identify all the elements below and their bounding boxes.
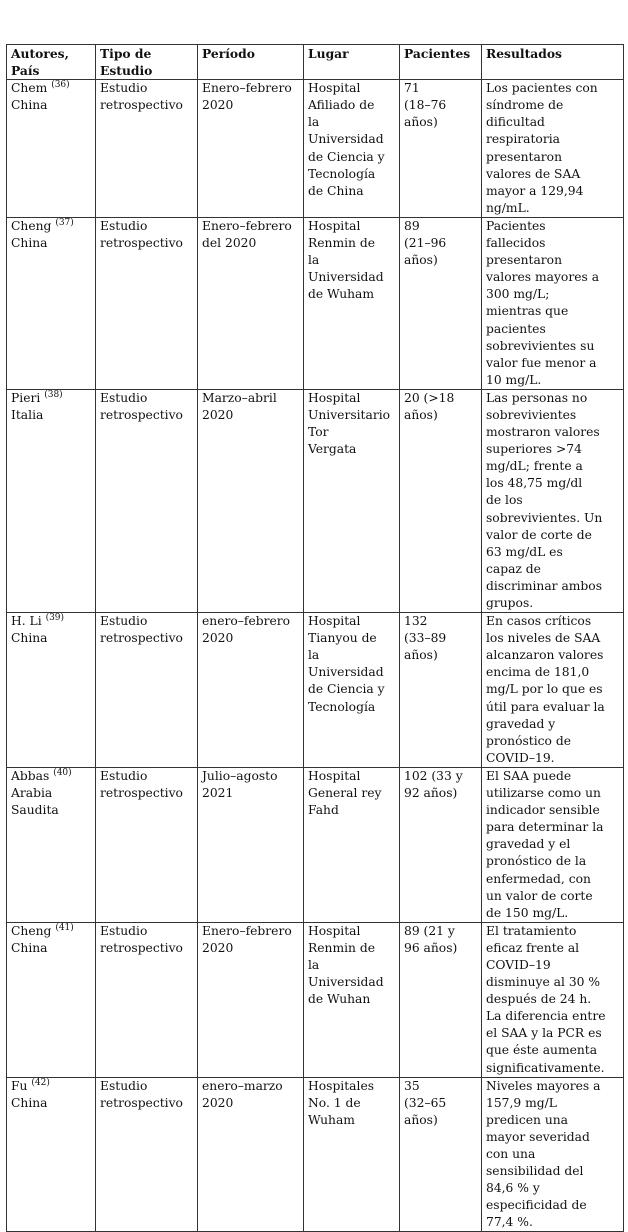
results-line: mayor a 129,94	[486, 183, 584, 198]
place-line: Universidad	[308, 665, 384, 680]
results-cell	[482, 389, 624, 612]
results-line: valor fue menor a	[486, 355, 597, 370]
table-row	[7, 80, 624, 218]
place-line: Renmin de	[308, 940, 376, 955]
study-type-cell	[96, 613, 198, 768]
study-type-line: Estudio	[100, 218, 148, 233]
author-cell	[7, 767, 96, 922]
author-name: Abbas $^{(40)}$	[11, 767, 72, 783]
results-line: capaz de	[486, 561, 541, 576]
results-line: mg/dL; frente a	[486, 459, 583, 474]
place-line: Hospital	[308, 390, 361, 405]
author-country: China	[11, 940, 48, 955]
author-name: Fu $^{(42)}$	[11, 1077, 50, 1093]
author-country: China	[11, 236, 48, 251]
results-line: sobrevivientes su	[486, 338, 595, 353]
results-line: significativamente.	[486, 1060, 605, 1075]
period-cell	[198, 217, 304, 389]
patients-line: 71	[404, 81, 420, 96]
results-line: COVID–19.	[486, 750, 555, 765]
author-cell	[7, 613, 96, 768]
results-line: 300 mg/L;	[486, 287, 550, 302]
place-line: Wuham	[308, 1112, 355, 1127]
patients-line: años)	[404, 648, 438, 663]
place-line: Universidad	[308, 975, 384, 990]
author-country: China	[11, 631, 48, 646]
header-authors-country	[7, 45, 96, 80]
patients-line: 96 años)	[404, 940, 458, 955]
results-line: El tratamiento	[486, 923, 577, 938]
place-cell	[304, 1077, 400, 1232]
table-row	[7, 217, 624, 389]
results-line: mayor severidad	[486, 1129, 590, 1144]
place-line: la	[308, 253, 320, 268]
table-row	[7, 922, 624, 1077]
patients-line: 20 (>18	[404, 390, 455, 405]
patients-line: años)	[404, 253, 438, 268]
patients-cell	[400, 389, 482, 612]
patients-line: 102 (33 y	[404, 768, 463, 783]
author-country: Arabia Saudita	[11, 786, 59, 818]
results-line: especificidad de	[486, 1198, 587, 1213]
reference-number: (41)	[55, 922, 74, 933]
results-line: respiratoria	[486, 132, 560, 147]
header-authors: Autores,	[11, 46, 69, 61]
place-line: Hospital	[308, 923, 361, 938]
study-type-line: Estudio	[100, 768, 148, 783]
study-type-line: retrospectivo	[100, 407, 183, 422]
place-line: Afiliado de	[308, 98, 375, 113]
place-line: Hospitales	[308, 1078, 375, 1093]
period-line: Julio–agosto	[202, 768, 278, 783]
author-name: Cheng $^{(37)}$	[11, 217, 74, 233]
period-cell	[198, 613, 304, 768]
results-line: 10 mg/L.	[486, 372, 542, 387]
header-study-type: Tipo de Estudio	[96, 45, 198, 80]
place-line: la	[308, 115, 320, 130]
results-line: útil para evaluar la	[486, 699, 605, 714]
results-line: valores de SAA	[486, 166, 581, 181]
place-line: Hospital	[308, 81, 361, 96]
results-line: sensibilidad del	[486, 1164, 584, 1179]
patients-line: años)	[404, 1112, 438, 1127]
results-line: disminuye al 30 %	[486, 975, 601, 990]
results-line: sobrevivientes. Un	[486, 510, 603, 525]
patients-line: 89	[404, 218, 420, 233]
patients-line: (18–76	[404, 98, 447, 113]
patients-line: 89 (21 y	[404, 923, 455, 938]
results-cell	[482, 767, 624, 922]
period-line: Enero–febrero	[202, 923, 292, 938]
place-line: Tecnología	[308, 699, 376, 714]
results-line: La diferencia entre	[486, 1009, 606, 1024]
patients-cell	[400, 217, 482, 389]
results-line: con una	[486, 1147, 536, 1161]
study-type-line: Estudio	[100, 1078, 148, 1093]
place-line: Hospital	[308, 614, 361, 629]
results-line: Niveles mayores a	[486, 1078, 601, 1093]
period-line: enero–marzo	[202, 1078, 283, 1093]
study-type-cell	[96, 922, 198, 1077]
results-line: los 48,75 mg/dl	[486, 476, 583, 491]
place-line: de Ciencia y	[308, 682, 385, 697]
place-line: de China	[308, 183, 364, 198]
reference-number: (36)	[51, 80, 70, 91]
study-type-line: retrospectivo	[100, 940, 183, 955]
period-line: Marzo–abril	[202, 390, 277, 405]
results-line: predicen una	[486, 1112, 568, 1127]
results-line: eficaz frente al	[486, 940, 580, 955]
results-line: de 150 mg/L.	[486, 905, 569, 920]
place-cell	[304, 613, 400, 768]
results-line: Pacientes	[486, 218, 546, 233]
study-type-line: retrospectivo	[100, 631, 183, 646]
period-line: 2020	[202, 940, 234, 955]
place-line: General rey	[308, 786, 382, 801]
results-line: 77,4 %.	[486, 1215, 533, 1230]
place-line: Renmin de	[308, 236, 376, 251]
header-place: Lugar	[304, 45, 400, 80]
place-cell	[304, 922, 400, 1077]
table-row	[7, 389, 624, 612]
patients-line: 132	[404, 614, 428, 629]
patients-line: años)	[404, 407, 438, 422]
results-line: 157,9 mg/L	[486, 1095, 557, 1110]
patients-cell	[400, 767, 482, 922]
place-line: Universidad	[308, 132, 384, 147]
header-period: Período	[198, 45, 304, 80]
results-line: valores mayores a	[486, 270, 600, 285]
results-line: fallecidos	[486, 236, 546, 251]
period-line: 2020	[202, 631, 234, 646]
period-cell	[198, 1077, 304, 1232]
author-country: Italia	[11, 407, 44, 422]
results-line: los niveles de SAA	[486, 631, 601, 646]
results-line: El SAA puede	[486, 768, 572, 783]
patients-cell	[400, 80, 482, 218]
place-line: de Ciencia y	[308, 149, 385, 164]
results-cell	[482, 922, 624, 1077]
place-cell	[304, 217, 400, 389]
place-line: Hospital	[308, 768, 361, 783]
period-line: enero–febrero	[202, 614, 291, 629]
period-cell	[198, 80, 304, 218]
place-line: Tor	[308, 425, 329, 440]
period-line: 2020	[202, 98, 234, 113]
reference-number: (42)	[31, 1077, 50, 1088]
study-type-line: Estudio	[100, 81, 148, 96]
place-cell	[304, 80, 400, 218]
results-line: COVID–19	[486, 957, 551, 972]
results-line: En casos críticos	[486, 614, 592, 629]
place-line: la	[308, 957, 320, 972]
study-type-cell	[96, 389, 198, 612]
place-cell	[304, 389, 400, 612]
results-line: pronóstico de la	[486, 854, 587, 869]
patients-cell	[400, 1077, 482, 1232]
study-type-cell	[96, 217, 198, 389]
study-type-cell	[96, 80, 198, 218]
results-line: grupos.	[486, 596, 534, 610]
results-line: de los	[486, 493, 523, 508]
results-line: pacientes	[486, 321, 546, 336]
results-line: mg/L por lo que es	[486, 682, 603, 697]
results-line: sobrevivientes	[486, 407, 577, 422]
author-cell	[7, 922, 96, 1077]
place-line: Tianyou de	[308, 631, 377, 646]
study-type-line: retrospectivo	[100, 98, 183, 113]
place-line: No. 1 de	[308, 1095, 361, 1110]
patients-line: años)	[404, 115, 438, 130]
results-line: 63 mg/dL es	[486, 544, 563, 559]
results-cell	[482, 80, 624, 218]
results-line: 84,6 % y	[486, 1181, 540, 1196]
results-cell	[482, 613, 624, 768]
reference-number: (37)	[55, 217, 74, 228]
results-line: pronóstico de	[486, 733, 572, 748]
place-cell	[304, 767, 400, 922]
period-cell	[198, 389, 304, 612]
period-line: 2020	[202, 407, 234, 422]
author-cell	[7, 389, 96, 612]
place-line: Fahd	[308, 803, 339, 818]
period-line: 2021	[202, 786, 234, 801]
results-line: valor de corte de	[486, 527, 592, 542]
study-type-line: retrospectivo	[100, 786, 183, 801]
period-line: Enero–febrero	[202, 218, 292, 233]
patients-line: (33–89	[404, 631, 447, 646]
results-line: indicador sensible	[486, 803, 600, 818]
place-line: Universidad	[308, 270, 384, 285]
place-line: Hospital	[308, 218, 361, 233]
author-name: Pieri $^{(38)}$	[11, 389, 63, 405]
study-type-cell	[96, 1077, 198, 1232]
author-name: Cheng $^{(41)}$	[11, 922, 74, 938]
results-line: encima de 181,0	[486, 665, 590, 680]
results-line: después de 24 h.	[486, 992, 592, 1007]
studies-table	[6, 44, 624, 1232]
results-line: síndrome de	[486, 98, 564, 113]
results-line: para determinar la	[486, 820, 604, 835]
results-line: enfermedad, con	[486, 871, 591, 886]
period-cell	[198, 922, 304, 1077]
study-type-line: retrospectivo	[100, 236, 183, 251]
results-cell	[482, 217, 624, 389]
results-line: alcanzaron valores	[486, 648, 604, 663]
reference-number: (40)	[53, 767, 72, 778]
results-cell	[482, 1077, 624, 1232]
results-line: presentaron	[486, 253, 563, 268]
study-type-line: Estudio	[100, 923, 148, 938]
study-type-line: Estudio	[100, 390, 148, 405]
header-country: País	[11, 63, 40, 79]
results-line: Los pacientes con	[486, 81, 598, 96]
author-country: China	[11, 98, 48, 113]
patients-line: (32–65	[404, 1095, 447, 1110]
place-line: de Wuham	[308, 287, 375, 302]
place-line: Tecnología	[308, 166, 376, 181]
patients-line: 92 años)	[404, 786, 458, 801]
reference-number: (38)	[44, 389, 63, 400]
study-type-line: retrospectivo	[100, 1095, 183, 1110]
author-name: Chem $^{(36)}$	[11, 80, 70, 96]
results-line: discriminar ambos	[486, 578, 603, 593]
results-line: dificultad	[486, 115, 545, 130]
patients-cell	[400, 613, 482, 768]
results-line: presentaron	[486, 149, 563, 164]
author-cell	[7, 80, 96, 218]
author-name: H. Li $^{(39)}$	[11, 613, 65, 629]
author-cell	[7, 1077, 96, 1232]
results-line: superiores >74	[486, 442, 582, 457]
period-line: 2020	[202, 1095, 234, 1110]
results-line: un valor de corte	[486, 888, 593, 903]
results-line: el SAA y la PCR es	[486, 1026, 602, 1041]
author-cell	[7, 217, 96, 389]
place-line: Universitario	[308, 407, 391, 422]
place-line: de Wuhan	[308, 992, 371, 1007]
period-cell	[198, 767, 304, 922]
table-row	[7, 1077, 624, 1232]
place-line: Vergata	[308, 442, 357, 457]
results-line: que éste aumenta	[486, 1043, 598, 1058]
results-line: utilizarse como un	[486, 786, 601, 801]
results-line: Las personas no	[486, 390, 588, 405]
place-line: la	[308, 648, 320, 663]
patients-line: 35	[404, 1078, 420, 1093]
patients-line: (21–96	[404, 236, 447, 251]
study-type-cell	[96, 767, 198, 922]
period-line: Enero–febrero	[202, 81, 292, 96]
results-line: gravedad y el	[486, 837, 571, 852]
table-row	[7, 767, 624, 922]
study-type-line: Estudio	[100, 614, 148, 629]
header-patients: Pacientes	[400, 45, 482, 80]
author-country: China	[11, 1095, 48, 1110]
table-row	[7, 613, 624, 768]
results-line: mientras que	[486, 304, 569, 319]
header-results: Resultados	[482, 45, 624, 80]
reference-number: (39)	[45, 613, 65, 624]
patients-cell	[400, 922, 482, 1077]
results-line: gravedad y	[486, 716, 556, 731]
period-line: del 2020	[202, 236, 257, 251]
header-row	[7, 45, 624, 80]
results-line: mostraron valores	[486, 425, 600, 440]
results-line: ng/mL.	[486, 200, 530, 215]
